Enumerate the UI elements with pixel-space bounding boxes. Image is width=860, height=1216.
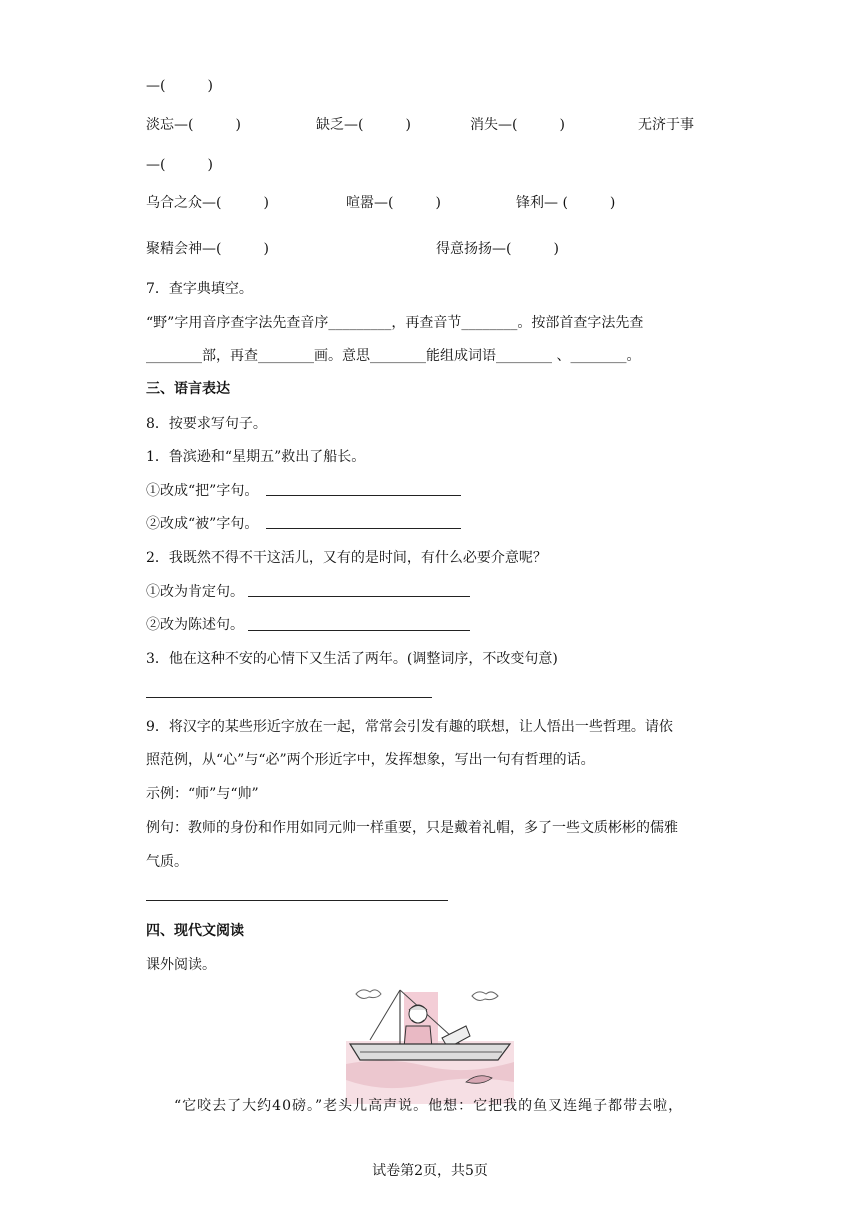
antonym-item: 聚精会神—( ) (146, 241, 269, 257)
section-3-heading: 三、语言表达 (146, 381, 230, 397)
answer-line (248, 630, 470, 631)
answer-line (266, 528, 461, 529)
antonym-item: 得意扬扬—( ) (436, 241, 559, 257)
question-7-line-2: ________部，再查________画。意思________能组成词语________ 、________。 (146, 348, 641, 364)
question-9-line-2: 照范例，从“心”与“必”两个形近字中，发挥想象，写出一句有哲理的话。 (146, 752, 595, 768)
antonym-item: 缺乏—( ) (316, 117, 411, 133)
answer-line (266, 495, 461, 496)
question-8-sentence-1: 1．鲁滨逊和“星期五”救出了船长。 (146, 449, 366, 465)
antonym-item: 无济于事 (638, 117, 694, 133)
question-8-task: ②改成“被”字句。 (146, 516, 259, 532)
antonym-continuation-1: —( ) (146, 78, 213, 94)
antonym-item: 乌合之众—( ) (146, 195, 269, 211)
question-9-sample-2: 气质。 (146, 854, 188, 870)
antonym-continuation-2: —( ) (146, 157, 213, 173)
antonym-item: 淡忘—( ) (146, 117, 241, 133)
question-7-title: 7．查字典填空。 (146, 281, 253, 297)
question-8-task: ①改为肯定句。 (146, 584, 244, 600)
story-first-line: “它咬去了大约40磅。”老头儿高声说。他想：它把我的鱼叉连绳子都带去啦， (174, 1098, 684, 1114)
reading-instruction: 课外阅读。 (146, 957, 216, 973)
old-man-boat-illustration (346, 986, 514, 1104)
section-4-heading: 四、现代文阅读 (146, 923, 244, 939)
answer-line (248, 596, 470, 597)
question-8-sentence-3: 3．他在这种不安的心情下又生活了两年。(调整词序，不改变句意) (146, 651, 558, 667)
antonym-item: 消失—( ) (470, 117, 565, 133)
page-footer: 试卷第2页，共5页 (372, 1163, 488, 1179)
question-8-sentence-2: 2．我既然不得不干这活儿，又有的是时间，有什么必要介意呢？ (146, 550, 547, 566)
antonym-item: 锋利— ( ) (516, 195, 616, 211)
question-9-example: 示例：“师”与“帅” (146, 786, 259, 802)
answer-line (146, 697, 432, 698)
question-9-line-1: 9．将汉字的某些形近字放在一起，常常会引发有趣的联想，让人悟出一些哲理。请依 (146, 719, 673, 735)
question-8-task: ②改为陈述句。 (146, 617, 244, 633)
answer-line (146, 900, 448, 901)
question-9-sample-1: 例句：教师的身份和作用如同元帅一样重要，只是戴着礼帽，多了一些文质彬彬的儒雅 (146, 820, 678, 836)
antonym-item: 喧嚣—( ) (346, 195, 441, 211)
question-7-line-1: “野”字用音序查字法先查音序_________，再查音节________。按部首查字法先查 (146, 315, 644, 331)
question-8-title: 8．按要求写句子。 (146, 416, 267, 432)
question-8-task: ①改成“把”字句。 (146, 483, 259, 499)
